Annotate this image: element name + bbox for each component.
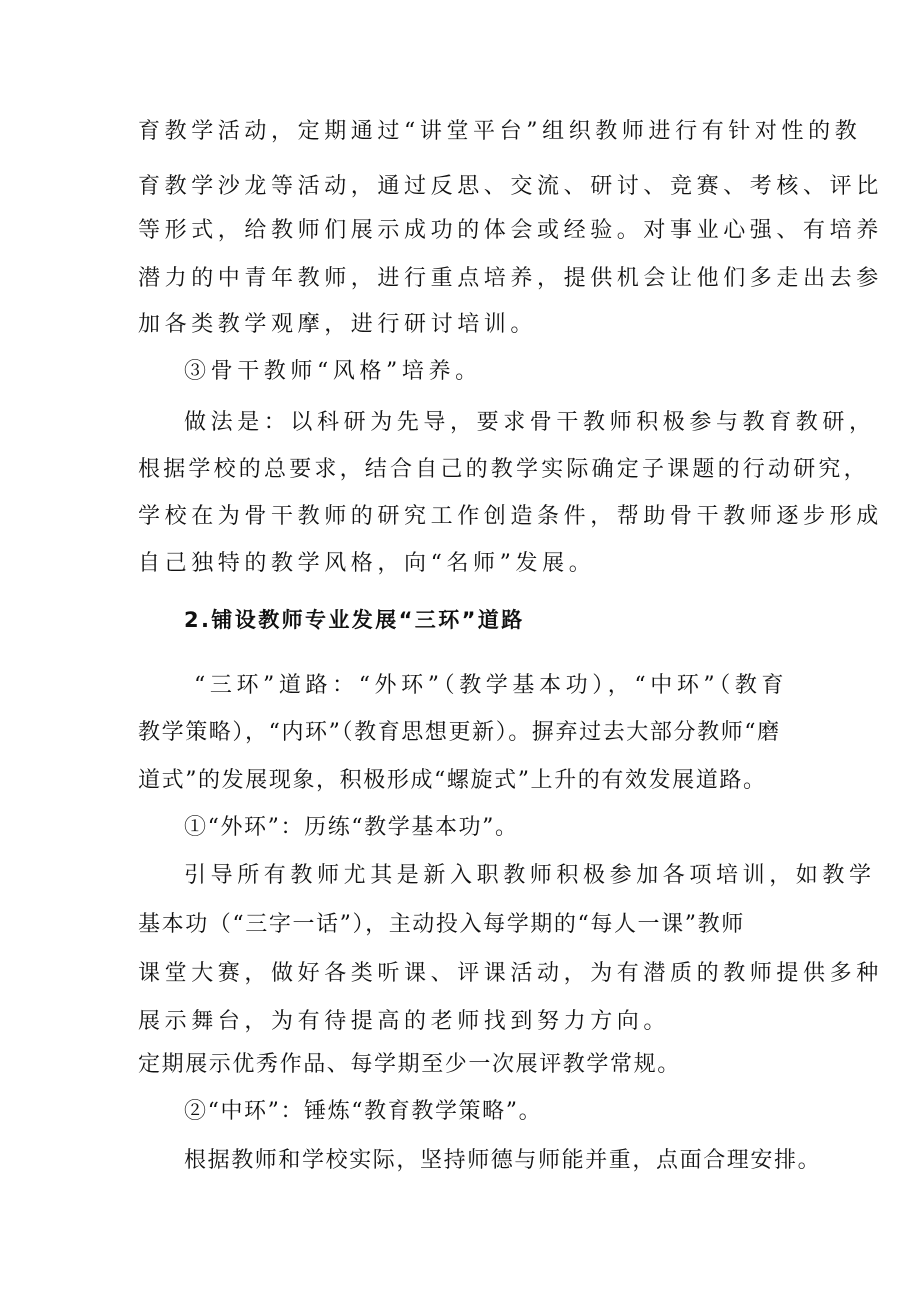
subsection-title: ①“外环”：历练“教学基本功”。 <box>184 815 519 840</box>
paragraph-line: 育教学沙龙等活动，通过反思、交流、研讨、竞赛、考核、评比 <box>138 174 883 199</box>
paragraph-line: 做法是：以科研为先导，要求骨干教师积极参与教育教研， <box>184 410 876 435</box>
subsection-title: ②“中环”：锤炼“教育教学策略”。 <box>184 1099 543 1124</box>
subsection-title: ③骨干教师“风格”培养。 <box>184 359 482 384</box>
paragraph-line: 等形式，给教师们展示成功的体会或经验。对事业心强、有培养 <box>138 218 883 243</box>
paragraph-line: 根据学校的总要求，结合自己的教学实际确定子课题的行动研究， <box>138 457 869 482</box>
paragraph-line: 展示舞台，为有待提高的老师找到努力方向。 <box>138 1009 671 1034</box>
paragraph-line: 自己独特的教学风格，向“名师”发展。 <box>138 551 596 576</box>
paragraph-line: 引导所有教师尤其是新入职教师积极参加各项培训，如教学 <box>184 863 876 888</box>
paragraph-line: 课堂大赛，做好各类听课、评课活动，为有潜质的教师提供多种 <box>138 961 883 986</box>
paragraph-line: 加各类教学观摩，进行研讨培训。 <box>138 312 538 337</box>
paragraph-line: 基本功（“三字一话”），主动投入每学期的“每人一课”教师 <box>138 912 745 937</box>
paragraph-line: 教学策略），“内环”（教育思想更新）。摒弃过去大部分教师“磨 <box>138 720 781 745</box>
paragraph-line: 学校在为骨干教师的研究工作创造条件，帮助骨干教师逐步形成 <box>138 504 883 529</box>
paragraph-line: 定期展示优秀作品、每学期至少一次展评教学常规。 <box>138 1052 681 1077</box>
paragraph-line: 道式”的发展现象，积极形成“螺旋式”上升的有效发展道路。 <box>138 768 767 793</box>
paragraph-line: 潜力的中青年教师，进行重点培养，提供机会让他们多走出去参 <box>138 266 883 291</box>
paragraph-line: 育教学活动，定期通过“讲堂平台”组织教师进行有针对性的教 <box>138 119 862 144</box>
paragraph-line: 根据教师和学校实际，坚持师德与师能并重，点面合理安排。 <box>184 1148 822 1173</box>
paragraph-line: “三环”道路：“外环”（教学基本功），“中环”（教育 <box>194 673 789 698</box>
section-heading: 2.铺设教师专业发展“三环”道路 <box>184 608 525 632</box>
